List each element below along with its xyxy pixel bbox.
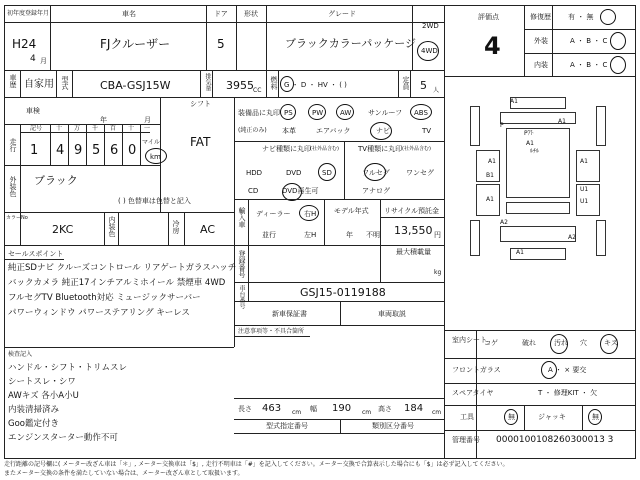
height-label: 高さ bbox=[378, 405, 392, 413]
reg-month: 4 bbox=[30, 54, 36, 64]
score: 4 bbox=[484, 32, 501, 60]
recycle-label: リサイクル預託金 bbox=[384, 207, 440, 215]
management-number: 0000100108260300013 3 bbox=[496, 435, 614, 445]
diagram-part: P bbox=[500, 122, 504, 129]
height-cm: cm bbox=[432, 409, 442, 416]
shift: FAT bbox=[190, 135, 211, 149]
length-cm: cm bbox=[292, 409, 302, 416]
tv-circle bbox=[364, 163, 386, 181]
footer-line-2: またメーター交換の条件を満たしていない場合は、メーター改ざん車として取扱います。 bbox=[4, 470, 244, 477]
capacity: 5 bbox=[420, 79, 427, 92]
usage-label: 車歴 bbox=[9, 74, 17, 88]
mileage-digit: 6 bbox=[110, 143, 119, 158]
diagram-part: A1 bbox=[486, 196, 494, 203]
reg-no-label: 登録番号 bbox=[238, 250, 246, 278]
management-label: 管理番号 bbox=[452, 436, 480, 444]
import-parallel: 並行 bbox=[262, 231, 276, 239]
model-year-label: モデル年式 bbox=[334, 207, 369, 215]
model-year-unknown: 不明 bbox=[366, 231, 380, 239]
inspection-note-line: ハンドル・シフト・トリムスレ bbox=[8, 363, 128, 373]
seat-option: コゲ bbox=[484, 339, 498, 347]
equipment-sub-label: (純正のみ) bbox=[238, 127, 267, 134]
navi-label: ナビ種類に丸印 bbox=[262, 145, 311, 153]
sales-point-line: フルセグTV Bluetooth対応 ミュージックサーバー bbox=[8, 293, 201, 303]
navi-option: SD bbox=[322, 169, 332, 177]
model-designation-label: 型式指定番号 bbox=[266, 422, 308, 430]
inspection-notes-label: 検査記入 bbox=[8, 351, 33, 358]
exterior-color: ブラック bbox=[34, 174, 78, 187]
seat-circle bbox=[550, 334, 568, 354]
seat-option: 破れ bbox=[522, 339, 536, 347]
equipment-circle bbox=[308, 104, 326, 120]
diagram-part: A2 bbox=[568, 234, 576, 241]
diagram-part: Pｱﾄ bbox=[524, 130, 534, 137]
navi-option: CD bbox=[248, 187, 259, 195]
score-label: 評価点 bbox=[478, 13, 499, 21]
tv-option: アナログ bbox=[362, 187, 390, 195]
inspection-note-line: AWキズ 各小A小U bbox=[8, 391, 79, 401]
doors-label: ドア bbox=[214, 10, 228, 18]
inspection-note-line: Goo鑑定付き bbox=[8, 419, 59, 429]
diagram-part: A1 bbox=[516, 249, 524, 256]
usage: 自家用 bbox=[24, 79, 54, 90]
displacement: 3955 bbox=[226, 79, 254, 92]
ac: AC bbox=[200, 223, 216, 236]
person-unit: 人 bbox=[433, 87, 440, 94]
interior-seat-label: 室内シート bbox=[452, 336, 487, 344]
windshield-a-circle bbox=[541, 361, 557, 379]
tv-option: ワンセグ bbox=[406, 169, 434, 177]
equipment-circle bbox=[336, 104, 354, 120]
interior-color-label: 内装色 bbox=[108, 216, 116, 237]
diagram-part: A1 bbox=[510, 98, 518, 105]
length-label: 長さ bbox=[238, 405, 252, 413]
drive-4wd: 4WD bbox=[421, 47, 438, 55]
equipment-item: ABS bbox=[414, 109, 428, 117]
max-load-kg: kg bbox=[434, 269, 442, 276]
exterior-grade-label: 外装 bbox=[534, 37, 548, 45]
doors: 5 bbox=[217, 37, 225, 51]
navi-option: HDD bbox=[246, 169, 263, 177]
chassis-no: GSJ15-0119188 bbox=[300, 286, 386, 299]
color-no-label: カラーNo bbox=[6, 215, 28, 221]
drive-4wd-circle bbox=[417, 41, 439, 61]
sales-point-line: パワーウィンドウ パワーステアリング キーレス bbox=[8, 308, 190, 318]
exterior-c-circle bbox=[610, 32, 626, 50]
sales-points-label: セールスポイント bbox=[8, 250, 64, 258]
manual-label: 車両取説 bbox=[378, 310, 406, 318]
equipment-item: サンルーフ bbox=[368, 109, 403, 117]
diagram-part: A1 bbox=[488, 158, 496, 165]
tools-label: 工具 bbox=[460, 413, 474, 421]
seat-circle bbox=[600, 334, 618, 354]
shift-label: シフト bbox=[190, 100, 211, 108]
equipment-circle bbox=[410, 104, 432, 120]
spare-tire-options: T ・ 修理KIT ・ 欠 bbox=[538, 389, 598, 397]
mileage-unit-label: 千 bbox=[92, 125, 99, 132]
navi-option: DVD bbox=[286, 169, 302, 177]
height: 184 bbox=[404, 403, 424, 414]
km-circle bbox=[145, 148, 167, 164]
sales-point-line: 純正SDナビ クルーズコントロール リアゲートガラスハッチ bbox=[8, 263, 237, 273]
recycle-yen: 円 bbox=[434, 231, 441, 239]
month-unit: 月 bbox=[40, 57, 47, 65]
mileage-unit-label: 十 bbox=[128, 125, 135, 132]
jack-label: ジャッキ bbox=[538, 413, 566, 421]
reg-year-label: 初年度登録年月 bbox=[7, 10, 50, 17]
tools-value: 無 bbox=[508, 413, 515, 421]
grade-label: グレード bbox=[328, 10, 356, 18]
color-no: 2KC bbox=[52, 223, 74, 236]
type-label: 型式 bbox=[61, 76, 69, 90]
tv-option: フルセグ bbox=[362, 169, 390, 177]
equipment-item: 本革 bbox=[282, 127, 296, 135]
exterior-grade: A ・ B ・ C bbox=[570, 37, 608, 45]
spare-tire-label: スペアタイヤ bbox=[452, 389, 494, 397]
equipment-item: エアバック bbox=[316, 127, 351, 135]
diagram-part: U1 bbox=[580, 186, 589, 193]
ac-label: 冷房 bbox=[172, 220, 180, 234]
reg-year: H24 bbox=[12, 37, 37, 51]
equipment-item: PW bbox=[312, 109, 324, 117]
mileage-digit: 4 bbox=[56, 143, 65, 158]
run-label: 走行 bbox=[9, 138, 17, 152]
fuel-options: G ・ D ・ HV ・ ( ) bbox=[284, 81, 347, 89]
diagram-part: A1 bbox=[558, 118, 566, 125]
import-label: 輸入車 bbox=[238, 207, 246, 228]
interior-grade: A ・ B ・ C bbox=[570, 61, 608, 69]
mileage-digit: 0 bbox=[128, 143, 137, 158]
repair-none-circle bbox=[600, 9, 616, 25]
inspection-title-label: 車検 bbox=[26, 107, 40, 115]
equipment-item: TV bbox=[422, 127, 432, 135]
fuel-g-circle bbox=[280, 76, 294, 92]
sales-point-line: バックカメラ 純正17インチアルミホイール 禁煙車 4WD bbox=[8, 278, 226, 288]
mileage-digit: 1 bbox=[30, 143, 39, 158]
equipment-label: 装備品に丸印 bbox=[238, 109, 280, 117]
equipment-item: AW bbox=[340, 109, 352, 117]
diagram-part: U1 bbox=[580, 198, 589, 205]
drive-2wd: 2WD bbox=[422, 22, 439, 30]
seat-option: 穴 bbox=[580, 339, 587, 347]
footer-line-1: 走行距離の記号欄に( メーター改ざん車は「＊」, メーター交換車は「$」, 走行不明車は「#」を記入してください。メーター交換で合算表示した場合にも「$」は必ず記入してください。 bbox=[4, 461, 509, 468]
navi-option: DVD再生可 bbox=[282, 187, 319, 195]
repair-options: 有 ・ 無 bbox=[568, 13, 594, 21]
model-year-unit: 年 bbox=[346, 231, 353, 239]
mileage-digit: 5 bbox=[92, 143, 101, 158]
displacement-label: 排気量 bbox=[204, 73, 211, 91]
diagram-part: A1 bbox=[526, 140, 534, 147]
tools-none-circle bbox=[504, 409, 518, 425]
inspection-note-line: エンジンスターター動作不可 bbox=[8, 433, 118, 443]
mileage-unit-label: 百 bbox=[110, 125, 117, 132]
equipment-circle bbox=[370, 122, 392, 140]
windshield-options: A ・ × 要交 bbox=[548, 366, 587, 374]
fuel-label: 燃料 bbox=[270, 76, 278, 90]
mileage-unit-label: 十 bbox=[56, 125, 63, 132]
cc-unit: CC bbox=[253, 87, 262, 94]
km-label: km bbox=[150, 153, 161, 161]
jack-none-circle bbox=[588, 409, 602, 425]
length: 463 bbox=[262, 403, 282, 414]
grade: ブラックカラーパッケージ bbox=[285, 37, 417, 50]
import-dealer: ディーラー bbox=[256, 210, 291, 218]
diagram-part: A1 bbox=[580, 158, 588, 165]
type: CBA-GSJ15W bbox=[100, 79, 171, 92]
mileage-digit: 9 bbox=[74, 143, 83, 158]
diagram-part: B1 bbox=[486, 172, 494, 179]
recycle-value: 13,550 bbox=[394, 224, 433, 237]
jack-value: 無 bbox=[592, 413, 599, 421]
car-name: FJクルーザー bbox=[100, 37, 171, 51]
mile-label: マイル bbox=[142, 139, 160, 146]
interior-c-circle bbox=[610, 56, 626, 74]
inspection-year-unit: 年 bbox=[100, 116, 107, 124]
equipment-item: PS bbox=[284, 109, 293, 117]
interior-grade-label: 内装 bbox=[534, 61, 548, 69]
navi-circle bbox=[318, 163, 336, 181]
tv-label: TV種類に丸印 bbox=[358, 145, 403, 153]
seat-option: 汚れ bbox=[554, 339, 568, 347]
shape-label: 形状 bbox=[244, 10, 258, 18]
car-name-label: 車名 bbox=[122, 10, 136, 18]
navi-sub: (社外品含む) bbox=[310, 146, 339, 152]
diagram-part: A2 bbox=[500, 219, 508, 226]
width-label: 幅 bbox=[310, 405, 317, 413]
mileage-unit-label: 一 bbox=[144, 125, 151, 132]
seat-option: キズ bbox=[604, 339, 618, 347]
inspection-note-line: 内装清掃済み bbox=[8, 405, 60, 415]
mileage-unit-label: 記号 bbox=[30, 125, 43, 132]
exterior-note: ( ) 色替車は色替と記入 bbox=[118, 197, 191, 205]
warranty-label: 新車保証書 bbox=[272, 310, 307, 318]
width: 190 bbox=[332, 403, 352, 414]
tv-sub: (社外品含む) bbox=[402, 146, 431, 152]
width-cm: cm bbox=[362, 409, 372, 416]
inspection-note-line: シートスレ・シワ bbox=[8, 377, 76, 387]
equipment-item: ナビ bbox=[376, 127, 390, 135]
import-handle-left: 左H bbox=[304, 231, 317, 239]
repair-label: 修復歴 bbox=[530, 13, 551, 21]
equipment-circle bbox=[280, 104, 296, 120]
windshield-label: フロントガラス bbox=[452, 366, 501, 374]
chassis-label: 車台番号 bbox=[238, 285, 245, 309]
capacity-label: 定員 bbox=[402, 76, 410, 90]
diagram-part: ﾙﾁﾙ bbox=[530, 148, 540, 155]
handle-right-circle bbox=[299, 205, 319, 221]
inspection-month-unit: 月 bbox=[144, 116, 151, 124]
category-label: 類別区分番号 bbox=[372, 422, 414, 430]
mileage-unit-label: 万 bbox=[74, 125, 81, 132]
notes-label: 注意事項等・不具合箇所 bbox=[238, 328, 305, 335]
max-load-label: 最大積載量 bbox=[396, 248, 431, 256]
import-handle-right: 右H bbox=[304, 210, 317, 218]
exterior-label: 外装色 bbox=[9, 176, 17, 197]
